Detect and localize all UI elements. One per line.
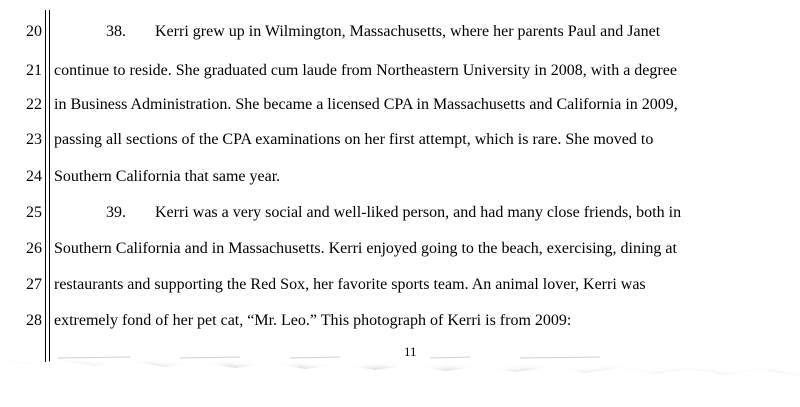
line-number: 20 — [26, 23, 42, 40]
paragraph-38-line: Southern California that same year. — [54, 168, 281, 185]
paragraph-38-line: in Business Administration. She became a licensed CPA in Massachusetts and California in 2009, — [54, 96, 678, 113]
paragraph-38-line: passing all sections of the CPA examinations on her first attempt, which is rare. She moved to — [54, 131, 654, 148]
paragraph-39-line: Southern California and in Massachusetts. Kerri enjoyed going to the beach, exercising, dining at — [54, 240, 677, 257]
line-number: 25 — [26, 204, 42, 221]
paragraph-number: 38. — [106, 23, 126, 40]
paragraph-number: 39. — [106, 204, 126, 221]
paragraph-39-line: restaurants and supporting the Red Sox, her favorite sports team. An animal lover, Kerri was — [54, 276, 646, 293]
line-number: 26 — [26, 240, 42, 257]
paragraph-text: Kerri was a very social and well-liked person, and had many close friends, both in — [155, 204, 682, 221]
paragraph-39-line: extremely fond of her pet cat, “Mr. Leo.” This photograph of Kerri is from 2009: — [54, 312, 572, 329]
line-number: 27 — [26, 276, 42, 293]
line-number: 22 — [26, 96, 42, 113]
line-number: 23 — [26, 131, 42, 148]
paragraph-text: Kerri grew up in Wilmington, Massachusetts, where her parents Paul and Janet — [155, 23, 661, 40]
page-number: 11 — [404, 344, 417, 359]
line-number: 24 — [26, 168, 42, 185]
line-number: 28 — [26, 312, 42, 329]
paragraph-38-line: continue to reside. She graduated cum laude from Northeastern University in 2008, with a degree — [54, 62, 677, 79]
line-number: 21 — [26, 62, 42, 79]
